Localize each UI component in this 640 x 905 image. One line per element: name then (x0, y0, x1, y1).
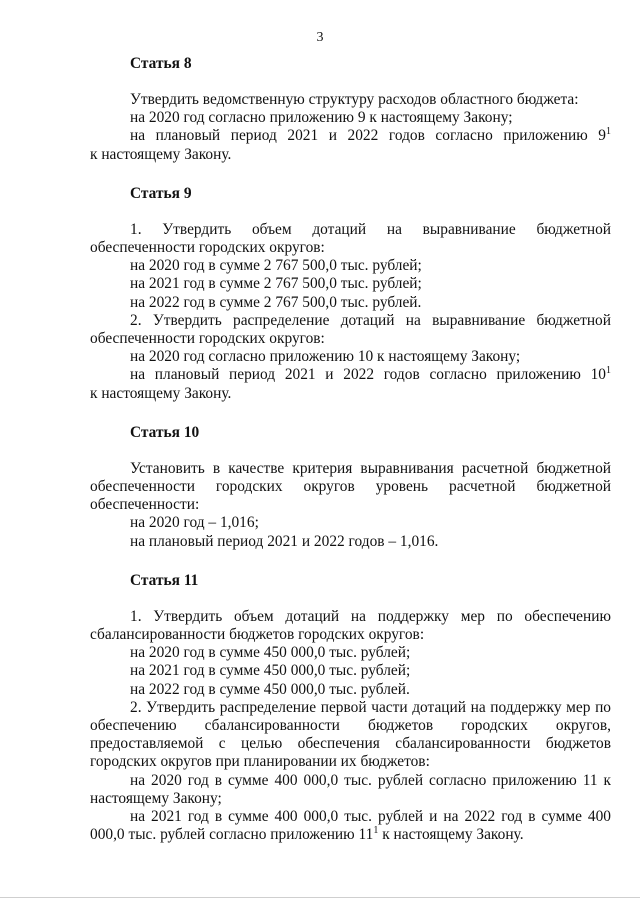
article-8-item-plan-text: на плановый период 2021 и 2022 годов согласно приложению 9 (130, 127, 606, 145)
article-11-item-2021-2022-distribution (90, 808, 611, 844)
article-10-paragraph: Установить в качестве критерия выравнивания расчетной бюджетной обеспеченности городских округов уровень расчетной бюджетной обеспеченности: (90, 459, 611, 514)
article-11-paragraph-1: 1. Утвердить объем дотаций на поддержку мер по обеспечению сбалансированности бюджетов городских округов: (90, 607, 611, 644)
article-8-item-2020: на 2020 год согласно приложению 9 к настоящему Закону; (130, 109, 513, 127)
page-number: 3 (316, 30, 324, 45)
article-9-item-2020-distribution: на 2020 год согласно приложению 10 к настоящему Закону; (130, 348, 521, 366)
article-10-item-2020: на 2020 год – 1,016; (130, 514, 259, 532)
article-11-item-2021-2022-text: на 2021 год в сумме 400 000,0 тыс. рублей и на 2022 год в сумме 400 000,0 тыс. рублей согласно приложению 11 (90, 808, 611, 844)
article-11-item-2021-2022-continuation: к настоящему Закону. (378, 826, 524, 844)
page-bottom-edge (0, 897, 640, 898)
article-9-item-plan-superscript: 1 (606, 365, 611, 377)
article-8-paragraph: Утвердить ведомственную структуру расходов областного бюджета: (130, 91, 579, 108)
article-9-item-plan-text: на плановый период 2021 и 2022 годов согласно приложению 10 (130, 366, 606, 384)
article-8-title: Статья 8 (130, 55, 192, 72)
article-9-item-2022: на 2022 год в сумме 2 767 500,0 тыс. рублей. (130, 293, 422, 311)
document-body (90, 52, 611, 845)
article-9-item-plan-continuation: к настоящему Закону. (90, 384, 232, 402)
article-9-item-2020: на 2020 год в сумме 2 767 500,0 тыс. рублей; (130, 257, 422, 275)
article-9-paragraph-1: 1. Утвердить объем дотаций на выравнивание бюджетной обеспеченности городских округов: (90, 220, 611, 257)
article-8-item-plan (90, 127, 611, 145)
article-11-paragraph-2: 2. Утвердить распределение первой части дотаций на поддержку мер по обеспечению сбалансированности бюджетов городских округов, предоставляемой с целью обеспечения сбалансированности бюджетов городских округов при планировании их бюджетов: (90, 698, 611, 771)
article-11-item-2021-2022-superscript: 1 (373, 825, 379, 837)
article-9-title: Статья 9 (130, 184, 192, 202)
article-8-item-plan-superscript: 1 (606, 126, 611, 138)
article-11-item-2021: на 2021 год в сумме 450 000,0 тыс. рублей; (130, 662, 411, 680)
article-11-item-2020: на 2020 год в сумме 450 000,0 тыс. рублей; (130, 644, 411, 662)
article-9-paragraph-2: 2. Утвердить распределение дотаций на выравнивание бюджетной обеспеченности городских округов: (90, 311, 611, 348)
article-8-item-plan-continuation: к настоящему Закону. (90, 145, 232, 163)
article-11-item-2022: на 2022 год в сумме 450 000,0 тыс. рублей. (130, 680, 410, 698)
article-9-item-2021: на 2021 год в сумме 2 767 500,0 тыс. рублей; (130, 275, 422, 293)
article-11-item-2020-distribution: на 2020 год в сумме 400 000,0 тыс. рублей согласно приложению 11 к настоящему Закону; (90, 771, 611, 807)
article-9-item-plan (90, 366, 611, 384)
article-10-item-plan: на плановый период 2021 и 2022 годов – 1,016. (130, 532, 439, 550)
article-10-title: Статья 10 (130, 423, 200, 441)
article-11-title: Статья 11 (130, 571, 199, 589)
